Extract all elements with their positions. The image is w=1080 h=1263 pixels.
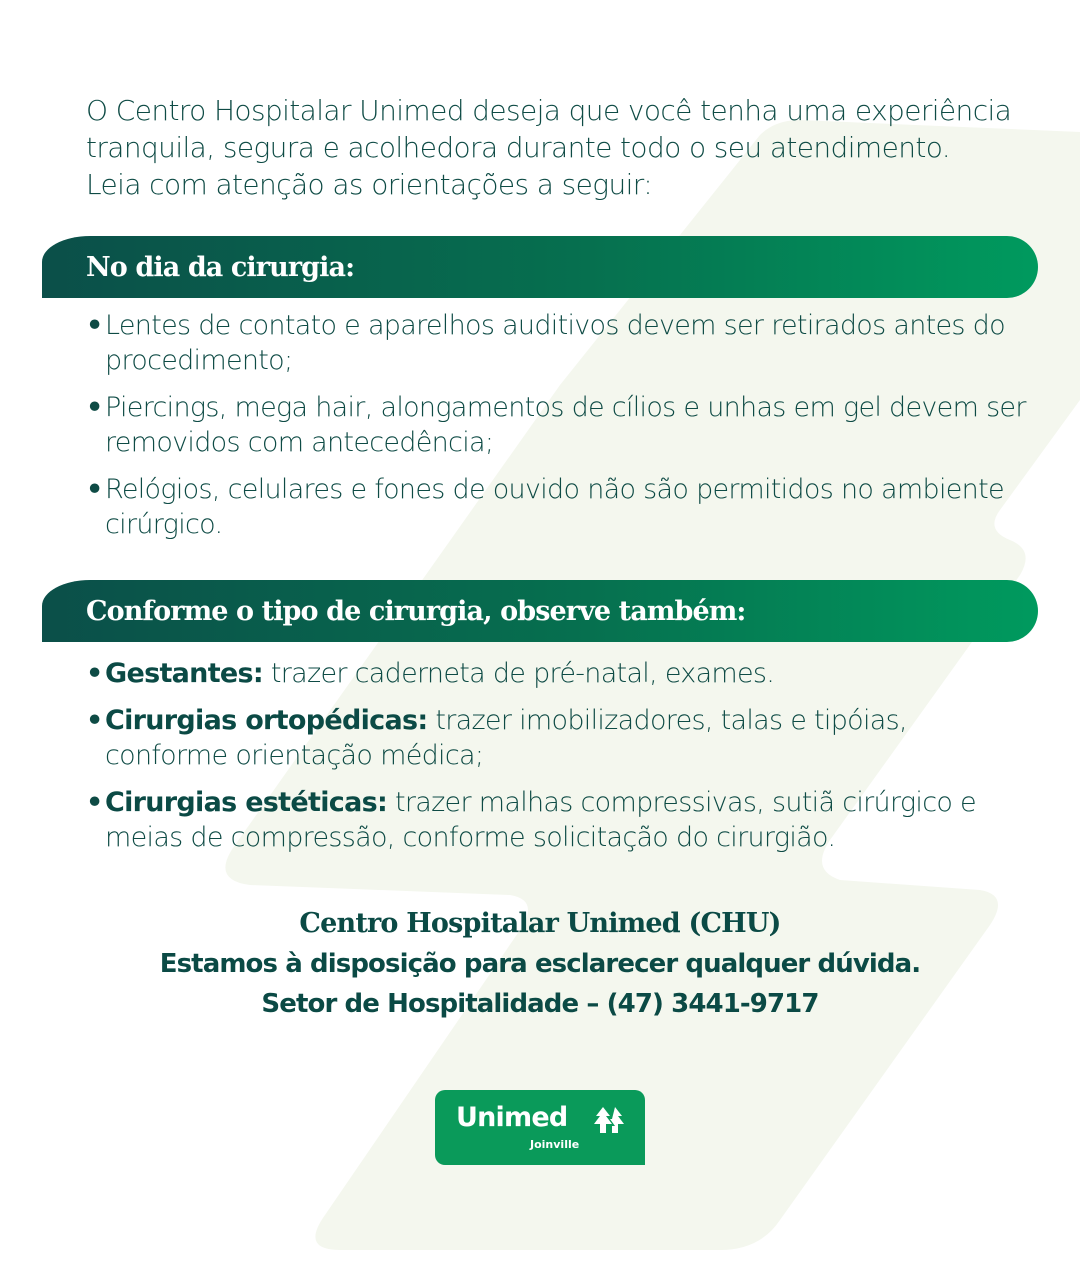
intro-line-1: O Centro Hospitalar Unimed deseja que você tenha uma experiência	[86, 94, 1012, 127]
list-item: • Relógios, celulares e fones de ouvido não são permitidos no ambiente cirúrgico.	[86, 472, 1026, 542]
list-item: • Lentes de contato e aparelhos auditivos devem ser retirados antes do procedimento;	[86, 308, 1026, 378]
logo-city: Joinville	[530, 1138, 580, 1151]
surgery-day-list	[86, 308, 1026, 554]
intro-paragraph	[86, 92, 1026, 203]
footer-org-name: Centro Hospitalar Unimed (CHU)	[299, 908, 781, 939]
intro-line-3: Leia com atenção as orientações a seguir:	[86, 168, 653, 201]
list-item	[86, 785, 1026, 855]
list-item	[86, 656, 1026, 691]
logo-name: Unimed	[456, 1102, 568, 1133]
surgery-type-list	[86, 656, 1026, 867]
list-item-text: trazer caderneta de pré-natal, exames.	[262, 658, 775, 689]
section-banner-surgery-day	[42, 236, 1038, 298]
intro-line-2: tranquila, segura e acolhedora durante todo o seu atendimento.	[86, 131, 951, 164]
footer-message: Estamos à disposição para esclarecer qualquer dúvida.	[159, 949, 921, 979]
footer-contact	[0, 904, 1080, 1024]
list-item	[86, 703, 1026, 773]
section-banner-surgery-type	[42, 580, 1038, 642]
list-item-label: Cirurgias estéticas:	[105, 787, 388, 818]
list-item: • Piercings, mega hair, alongamentos de cílios e unhas em gel devem ser removidos com antecedência;	[86, 390, 1026, 460]
list-item-text: trazer malhas compressivas, sutiã cirúrgico e meias de compressão, conforme solicitação do cirurgião.	[105, 787, 976, 853]
list-item-label: Gestantes:	[105, 658, 263, 689]
section-title-surgery-day: No dia da cirurgia:	[86, 251, 355, 283]
unimed-logo	[435, 1090, 645, 1165]
unimed-tree-icon	[592, 1107, 626, 1133]
list-item-text: trazer imobilizadores, talas e tipóias, conforme orientação médica;	[105, 705, 907, 771]
list-item-label: Cirurgias ortopédicas:	[105, 705, 428, 736]
footer-phone: Setor de Hospitalidade – (47) 3441-9717	[261, 989, 819, 1019]
section-title-surgery-type: Conforme o tipo de cirurgia, observe também:	[86, 595, 746, 627]
